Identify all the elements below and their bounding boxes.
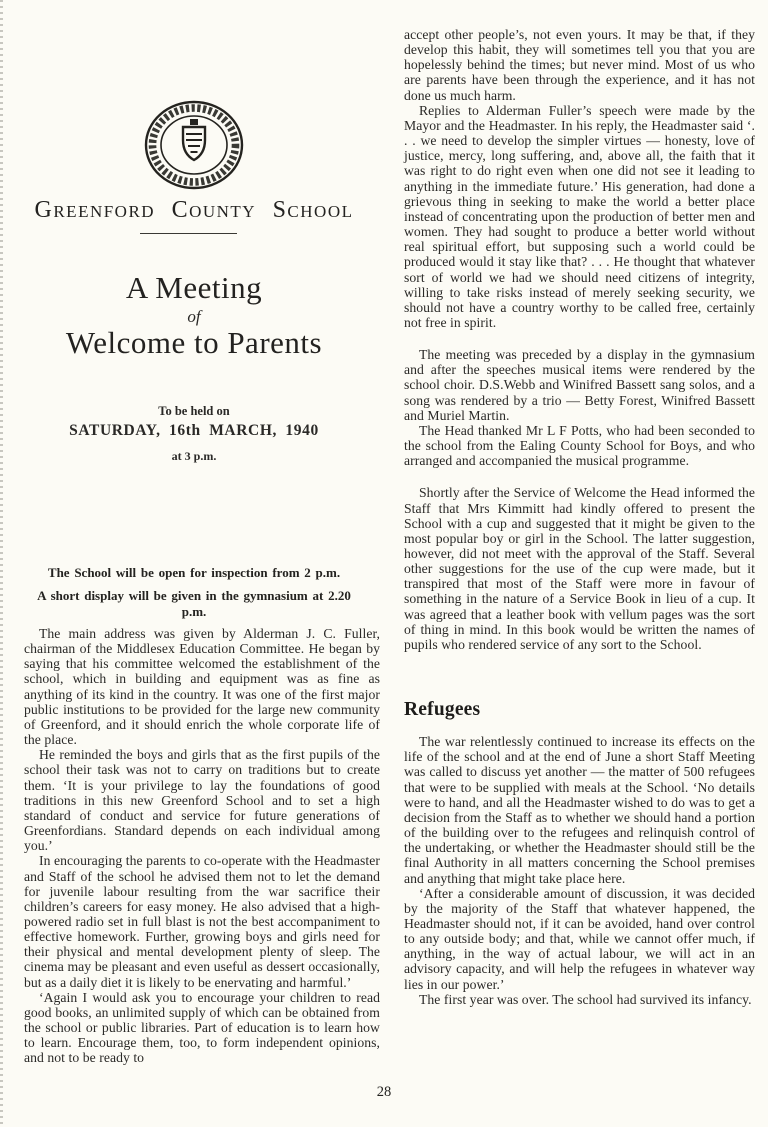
paragraph-good-books: ‘Again I would ask you to encourage your children to read good books, an unlimited supply of which can be obtained from the school or public libraries. Part of education is to learn how to learn. Encourage them, too, to form independent opinions, and not to be ready to — [24, 989, 380, 1066]
paragraph-refugees-decision: ‘After a considerable amount of discussion, it was decided by the majority of the Staff that whatever happened, the Headmaster should not, if it can be avoided, hand over control to any outside body; and that, while we cannot offer much, if anything, in the way of actual labour, we will act in an advisory capacity, and will help the refugees in whatever way lies in our power.’ — [404, 885, 755, 992]
meeting-title-line-1: A Meeting — [125, 270, 263, 305]
school-crest-icon — [24, 100, 364, 195]
paragraph-fuller-address: The main address was given by Alderman J. C. Fuller, chairman of the Middlesex Education Committee. He began by saying that his committee welcomed the establishment of the school, which in building and equipment was as fine as anything of its kind in the country. It was one of the first major public institutions to be provided for the large new community of Greenford, and it should enrich the whole corporate life of the place. — [24, 626, 380, 748]
school-name: Greenford County School — [34, 197, 354, 223]
paragraph-traditions: He reminded the boys and girls that as the first pupils of the school their task was not to carry on traditions but to create them. ‘It is your privilege to lay the foundations of good traditions in this new Greenford School and to set a high standard of conduct and service for future generations of Greenfordians. Standard depends on each individual among you.’ — [24, 747, 380, 854]
paragraph-headmaster-reply: Replies to Alderman Fuller’s speech were made by the Mayor and the Headmaster. In his reply, the Headmaster said ‘. . . we need to develop the simpler virtues — honesty, love of justice, mercy, long suffering, and, above all, the faith that it was right to do right even when one did not see it leading to anything in the immediate future.’ His generation, had done a grievous thing in seeking to make the world a better place instead of concentrating upon the production of better men and women. They had sought to produce a better world without real spiritual effort, but supposing such a world could be produced would it stay like that? . . . He thought that whatever sort of world we had we should need citizens of integrity, willing to take risks instead of merely seeking security, we should not have a country worthy to be called free, certainly not free in spirit. — [404, 102, 755, 330]
event-date: SATURDAY, 16th MARCH, 1940 — [69, 422, 319, 439]
display-note: A short display will be given in the gymnasium at 2.20 p.m. — [37, 588, 351, 619]
paragraph-first-year-over: The first year was over. The school had survived its infancy. — [419, 991, 752, 1007]
page-number: 28 — [376, 1084, 392, 1100]
title-rule — [140, 233, 237, 234]
paragraph-musical-items: The meeting was preceded by a display in the gymnasium and after the speeches musical items were rendered by the school choir. D.S.Webb and Winifred Bassett sang solos, and a song was rendered by a trio — Betty Forest, Winifred Bassett and Muriel Martin. — [404, 347, 755, 423]
section-heading-refugees: Refugees — [404, 699, 481, 721]
left-column-text — [24, 626, 380, 1066]
meeting-title-line-2: of — [187, 307, 201, 326]
held-on-label: To be held on — [158, 404, 230, 418]
meeting-title-line-3: Welcome to Parents — [65, 325, 323, 360]
paragraph-head-thanks: The Head thanked Mr L F Potts, who had been seconded to the school from the Ealing County School for Boys, and who arranged and accompanied the musical programme. — [404, 422, 755, 469]
right-column — [404, 27, 755, 1007]
inspection-note: The School will be open for inspection from 2 p.m. — [47, 565, 341, 580]
paragraph-refugees-matter: The war relentlessly continued to increase its effects on the life of the school and at the end of June a short Staff Meeting was called to discuss yet another — the matter of 500 refugees that were to be supplied with meals at the School. ‘No details were to hand, and all the Headmaster wished to do was to get a decision from the Staff as to whether we should hand a portion of the building over to the refugees and relinquish control of the undertaking, or whether the Headmaster should still be the final Authority in all matters concerning the School premises and anything that might take place here. — [404, 734, 755, 886]
paragraph-cup-service-book: Shortly after the Service of Welcome the Head informed the Staff that Mrs Kimmitt had kindly offered to present the School with a cup and suggested that it might be given to the most popular boy or girl in the School. The latter suggestion, however, did not meet with the approval of the Staff. Several other suggestions for the use of the cup were made, but it transpired that most of the Staff were more in favour of something in the nature of a Service Book in lieu of a cup. It was agreed that a leather book with vellum pages was the sort of thing in mind. In this book would be written the names of pupils who rendered service of any sort to the School. — [404, 485, 755, 652]
event-time: at 3 p.m. — [171, 449, 217, 463]
paragraph-speech-continuation: accept other people’s, not even yours. It may be that, if they develop this habit, they will sometimes tell you that you are hopelessly behind the times; but never mind. Most of us who are parents have been through the experience, and it has not done us much harm. — [404, 27, 755, 103]
paragraph-parents-advice: In encouraging the parents to co-operate with the Headmaster and Staff of the school he advised them not to let the demand for juvenile labour resulting from the war sacrifice their children’s careers for easy money. He also advised that a high-powered radio set in full blast is not the best accompaniment to effective homework. Further, growing boys and girls need for their physical and mental development plenty of sleep. The cinema may be pleasant and even useful as dessert occasionally, but as a daily diet it is likely to be enervating and harmful.’ — [24, 853, 380, 990]
scan-edge-artifact — [0, 0, 3, 1127]
left-column — [24, 0, 380, 1127]
